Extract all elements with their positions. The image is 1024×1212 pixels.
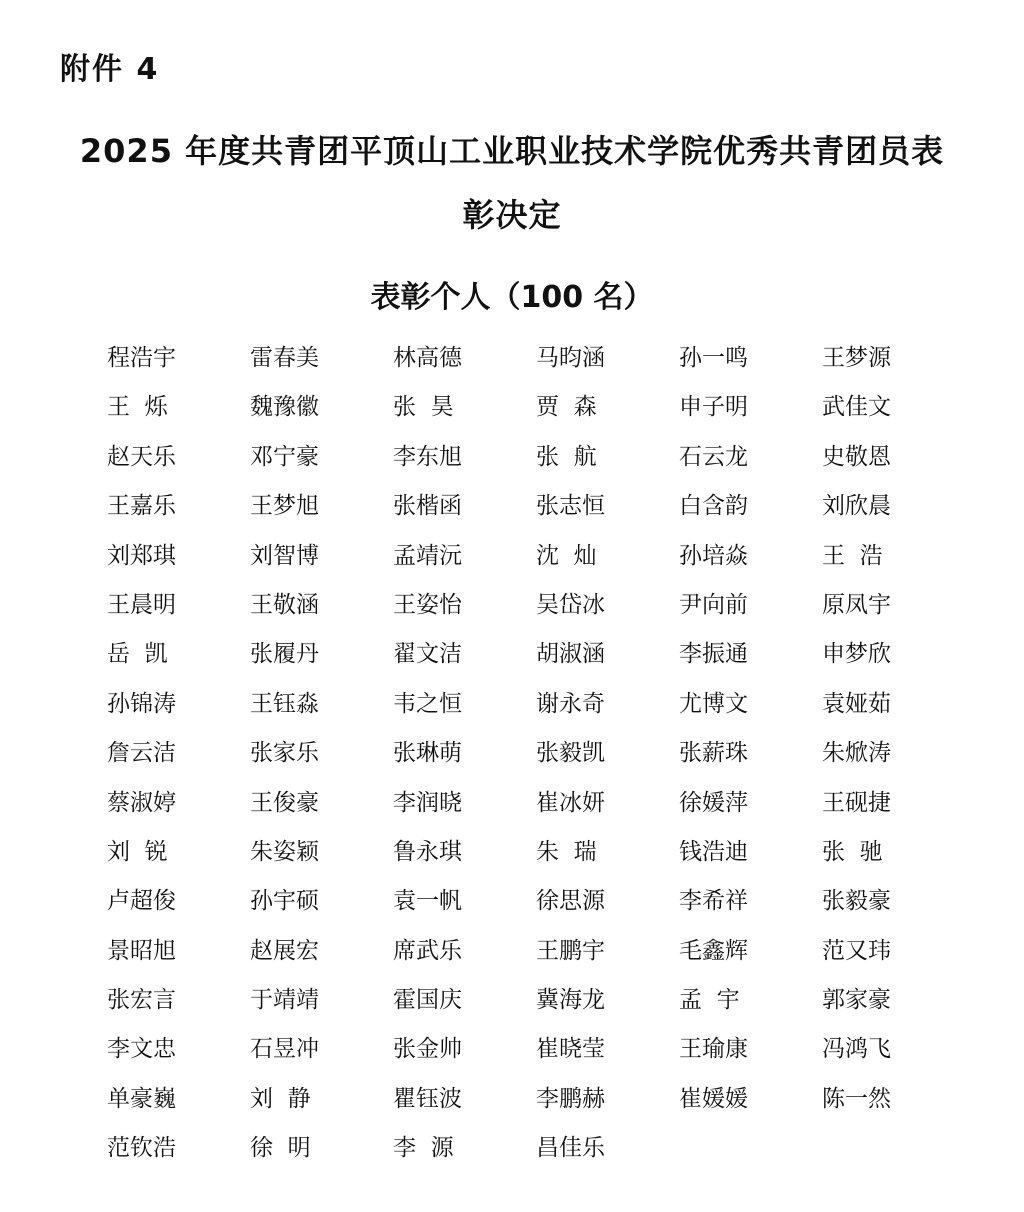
honoree-name: 范又玮 (822, 937, 891, 964)
honoree-name: 单豪巍 (107, 1085, 176, 1112)
honoree-name: 贾 森 (536, 394, 597, 421)
honoree-name: 王梦源 (822, 345, 891, 371)
honoree-name: 朱姿颖 (250, 838, 319, 865)
honoree-name: 崔冰妍 (536, 789, 605, 816)
honoree-name: 张金帅 (393, 1036, 462, 1063)
honoree-name: 张宏言 (107, 987, 176, 1014)
honoree-name: 刘 静 (250, 1085, 311, 1112)
honoree-name: 张毅豪 (822, 888, 891, 915)
honoree-name: 王敬涵 (250, 591, 319, 618)
honoree-name: 胡淑涵 (536, 641, 605, 668)
honoree-name: 徐媛萍 (679, 789, 748, 816)
honoree-name: 鲁永琪 (393, 838, 462, 865)
honoree-name: 王鹏宇 (536, 937, 605, 964)
honoree-name: 翟文洁 (393, 641, 462, 668)
attachment-label: 附件 4 (60, 52, 160, 87)
honoree-name: 刘郑琪 (107, 542, 176, 569)
honoree-name: 吴岱冰 (536, 591, 605, 618)
honoree-name: 林高德 (393, 345, 462, 371)
honoree-name: 钱浩迪 (679, 838, 748, 865)
honoree-name: 冀海龙 (536, 987, 605, 1014)
honoree-name: 范钦浩 (107, 1135, 176, 1162)
honoree-name: 赵天乐 (107, 443, 176, 470)
honoree-name: 徐思源 (536, 888, 605, 915)
honoree-name: 尤博文 (679, 690, 748, 717)
honoree-name: 李润晓 (393, 789, 462, 816)
honoree-name: 李 源 (393, 1135, 454, 1162)
honoree-name: 张家乐 (250, 740, 319, 767)
honoree-name: 崔晓莹 (536, 1036, 605, 1063)
honoree-name: 谢永奇 (536, 690, 605, 717)
honoree-name: 王晨明 (107, 591, 176, 618)
honoree-name: 昌佳乐 (536, 1135, 605, 1162)
honoree-name: 孙宇硕 (250, 888, 319, 915)
honoree-name: 尹向前 (679, 591, 748, 618)
honoree-name: 李东旭 (393, 443, 462, 470)
honoree-name: 李文忠 (107, 1036, 176, 1063)
honoree-name: 朱焮涛 (822, 740, 891, 767)
honoree-name: 袁娅茹 (822, 690, 891, 717)
honoree-name: 白含韵 (679, 493, 748, 520)
honoree-name: 卢超俊 (107, 888, 176, 915)
honoree-name: 张楷函 (393, 493, 462, 520)
honoree-name-list (107, 340, 967, 1180)
honoree-name: 孙一鸣 (679, 345, 748, 371)
honoree-name: 张毅凯 (536, 740, 605, 767)
honoree-name: 程浩宇 (107, 345, 176, 371)
honoree-name: 张 昊 (393, 394, 454, 421)
honoree-name: 马昀涵 (536, 345, 605, 371)
document-title-line-1: 2025 年度共青团平顶山工业职业技术学院优秀共青团员表 (79, 132, 945, 170)
honoree-name: 王瑜康 (679, 1036, 748, 1063)
honoree-name: 孙锦涛 (107, 690, 176, 717)
honoree-name: 王嘉乐 (107, 493, 176, 520)
honoree-name: 孙培焱 (679, 542, 748, 569)
honoree-name: 于靖靖 (250, 987, 319, 1014)
honoree-name: 沈 灿 (536, 542, 597, 569)
honoree-name: 张志恒 (536, 493, 605, 520)
honoree-name: 霍国庆 (393, 987, 462, 1014)
honoree-name: 岳 凯 (107, 641, 168, 668)
honoree-name: 王 烁 (107, 394, 168, 421)
honoree-name: 席武乐 (393, 937, 462, 964)
honoree-name: 冯鸿飞 (822, 1036, 891, 1063)
honoree-name: 雷春美 (250, 345, 319, 371)
honoree-name: 刘 锐 (107, 838, 168, 865)
honoree-name: 孟靖沅 (393, 542, 462, 569)
honoree-name: 原凤宇 (822, 591, 891, 618)
honoree-name: 刘智博 (250, 542, 319, 569)
honoree-name: 孟 宇 (679, 987, 740, 1014)
honoree-name: 石云龙 (679, 443, 748, 470)
honoree-name: 李鹏赫 (536, 1085, 605, 1112)
honoree-name: 李希祥 (679, 888, 748, 915)
section-subtitle: 表彰个人（100 名） (370, 280, 654, 315)
honoree-name: 毛鑫辉 (679, 937, 748, 964)
honoree-name: 徐 明 (250, 1135, 311, 1162)
honoree-name: 李振通 (679, 641, 748, 668)
honoree-name: 张琳萌 (393, 740, 462, 767)
honoree-name: 蔡淑婷 (107, 789, 176, 816)
honoree-name: 史敬恩 (822, 443, 891, 470)
honoree-name: 申子明 (679, 394, 748, 421)
honoree-name: 王姿怡 (393, 591, 462, 618)
honoree-name: 邓宁豪 (250, 443, 319, 470)
honoree-name: 郭家豪 (822, 987, 891, 1014)
honoree-name: 魏豫徽 (250, 394, 319, 421)
honoree-name: 刘欣晨 (822, 493, 891, 520)
honoree-name: 景昭旭 (107, 937, 176, 964)
document-title-line-2: 彰决定 (462, 196, 562, 234)
honoree-name: 王砚捷 (822, 789, 891, 816)
honoree-name: 王 浩 (822, 542, 883, 569)
honoree-name: 崔媛媛 (679, 1085, 748, 1112)
honoree-name: 瞿钰波 (393, 1085, 462, 1112)
honoree-name: 张 驰 (822, 838, 883, 865)
honoree-name: 朱 瑞 (536, 838, 597, 865)
honoree-name: 张履丹 (250, 641, 319, 668)
honoree-name: 陈一然 (822, 1085, 891, 1112)
honoree-name: 张 航 (536, 443, 597, 470)
honoree-name: 袁一帆 (393, 888, 462, 915)
honoree-name: 王梦旭 (250, 493, 319, 520)
honoree-name: 申梦欣 (822, 641, 891, 668)
honoree-name: 武佳文 (822, 394, 891, 421)
honoree-name: 石昱冲 (250, 1036, 319, 1063)
honoree-name: 王俊豪 (250, 789, 319, 816)
honoree-name: 詹云洁 (107, 740, 176, 767)
honoree-name: 韦之恒 (393, 690, 462, 717)
honoree-name: 张薪珠 (679, 740, 748, 767)
honoree-name: 王钰淼 (250, 690, 319, 717)
honoree-name: 赵展宏 (250, 937, 319, 964)
